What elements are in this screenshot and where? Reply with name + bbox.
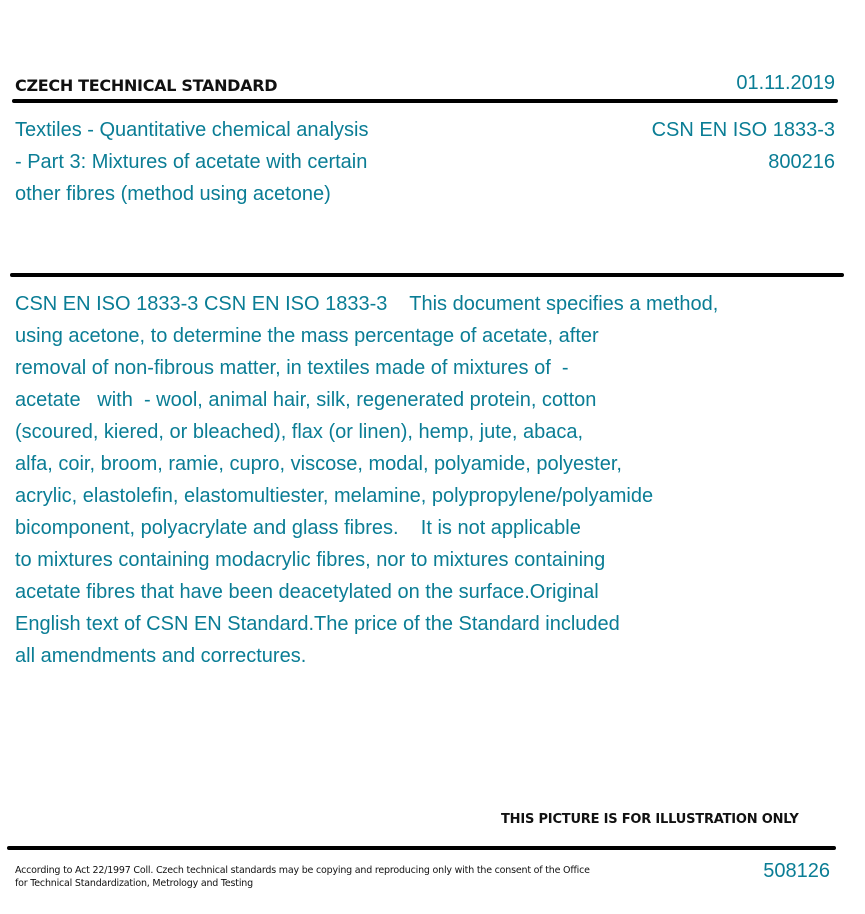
- title-divider: [10, 273, 844, 277]
- abstract-line: acetate with - wool, animal hair, silk, regenerated protein, cotton: [15, 389, 597, 411]
- publication-date: 01.11.2019: [736, 72, 835, 94]
- footer-divider: [7, 846, 836, 850]
- legal-notice: [15, 864, 615, 890]
- product-number: 508126: [763, 860, 830, 882]
- legal-notice-line: According to Act 22/1997 Coll. Czech technical standards may be copying and reproducing only with the consent of the Office: [15, 865, 590, 876]
- standard-type-label: CZECH TECHNICAL STANDARD: [15, 76, 278, 95]
- abstract-line: CSN EN ISO 1833-3 CSN EN ISO 1833-3 This document specifies a method,: [15, 293, 719, 315]
- abstract-line: to mixtures containing modacrylic fibres, nor to mixtures containing: [15, 549, 606, 571]
- document-title: [15, 114, 415, 210]
- abstract-line: removal of non-fibrous matter, in textiles made of mixtures of -: [15, 357, 569, 379]
- standard-code: CSN EN ISO 1833-3: [651, 119, 835, 141]
- illustration-disclaimer: THIS PICTURE IS FOR ILLUSTRATION ONLY: [501, 812, 799, 827]
- abstract-line: using acetone, to determine the mass percentage of acetate, after: [15, 325, 599, 347]
- abstract-line: alfa, coir, broom, ramie, cupro, viscose, modal, polyamide, polyester,: [15, 453, 622, 475]
- abstract-line: acrylic, elastolefin, elastomultiester, melamine, polypropylene/polyamide: [15, 485, 654, 507]
- abstract-line: acetate fibres that have been deacetylated on the surface.Original: [15, 581, 599, 603]
- catalog-number: 800216: [768, 151, 835, 173]
- abstract-line: all amendments and correctures.: [15, 645, 307, 667]
- abstract-line: English text of CSN EN Standard.The price of the Standard included: [15, 613, 620, 635]
- abstract-line: (scoured, kiered, or bleached), flax (or linen), hemp, jute, abaca,: [15, 421, 584, 443]
- document-abstract: [15, 288, 835, 672]
- legal-notice-line: for Technical Standardization, Metrology and Testing: [15, 878, 253, 889]
- header-divider: [12, 99, 838, 103]
- abstract-line: bicomponent, polyacrylate and glass fibres. It is not applicable: [15, 517, 581, 539]
- title-line: Textiles - Quantitative chemical analysis: [15, 119, 369, 141]
- title-line: other fibres (method using acetone): [15, 183, 331, 205]
- title-line: - Part 3: Mixtures of acetate with certain: [15, 151, 368, 173]
- standard-identifier: [652, 114, 835, 178]
